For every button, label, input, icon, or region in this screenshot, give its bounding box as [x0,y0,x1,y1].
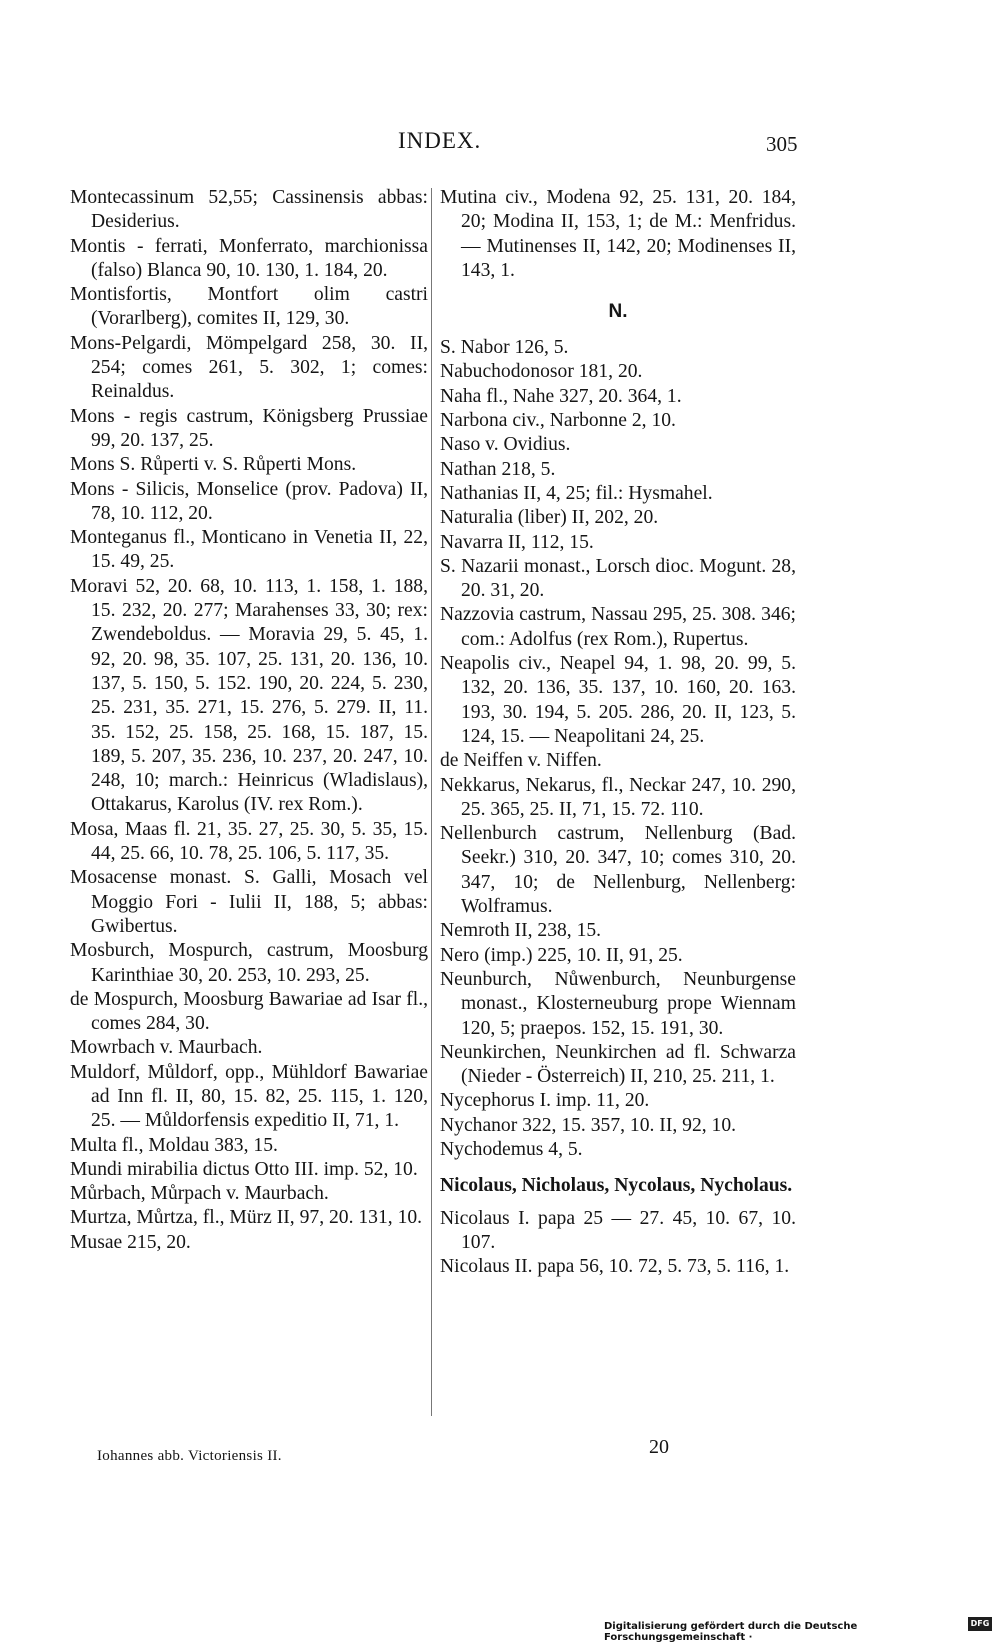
index-entry: Montis - ferrati, Monferrato, marchionissa (falso) Blanca 90, 10. 130, 1. 184, 20. [70,235,428,281]
index-entry: Mons - Silicis, Monselice (prov. Padova) II, 78, 10. 112, 20. [70,478,428,524]
index-entry: Mons-Pelgardi, Mömpelgard 258, 30. II, 254; comes 261, 5. 302, 1; comes: Reinaldus. [70,332,428,403]
index-entry: Multa fl., Moldau 383, 15. [70,1134,278,1156]
index-entry: Murtza, Můrtza, fl., Mürz II, 97, 20. 131, 10. [70,1207,423,1229]
index-entry: Narbona civ., Narbonne 2, 10. [440,410,676,432]
index-entry: Nazzovia castrum, Nassau 295, 25. 308. 346; com.: Adolfus (rex Rom.), Rupertus. [440,604,796,650]
index-entry: Mosa, Maas fl. 21, 35. 27, 25. 30, 5. 35, 15. 44, 25. 66, 10. 78, 25. 106, 5. 117, 35. [70,818,428,865]
index-entry: Mons - regis castrum, Königsberg Prussiae 99, 20. 137, 25. [70,405,428,451]
index-entry: Můrbach, Můrpach v. Maurbach. [70,1183,329,1205]
digitization-credit: Digitalisierung gefördert durch die Deutsche Forschungsgemeinschaft · [604,1621,858,1643]
index-entry: Naso v. Ovidius. [440,434,571,456]
index-entry: Mons S. Růperti v. S. Růperti Mons. [70,454,357,476]
index-entry: de Mospurch, Moosburg Bawariae ad Isar fl., comes 284, 30. [70,988,428,1035]
index-entry: Neunkirchen, Neunkirchen ad fl. Schwarza (Nieder - Österreich) II, 210, 25. 211, 1. [440,1041,796,1088]
column-divider [431,188,432,1416]
index-entry: Mundi mirabilia dictus Otto III. imp. 52, 10. [70,1158,418,1180]
index-entry: Naha fl., Nahe 327, 20. 364, 1. [440,385,682,407]
index-entry: Nero (imp.) 225, 10. II, 91, 25. [440,944,683,966]
index-entry: Nicolaus I. papa 25 — 27. 45, 10. 67, 10. 107. [440,1207,796,1253]
section-letter-heading: N. [608,301,628,323]
index-entry: S. Nabor 126, 5. [440,337,569,359]
footer-note: Iohannes abb. Victoriensis II. [97,1448,282,1464]
index-entry: Muldorf, Můldorf, opp., Mühldorf Bawariae ad Inn fl. II, 80, 15. 82, 25. 115, 1. 120, 25. — Můldorfensis expeditio II, 71, 1. [70,1061,428,1132]
index-entry: Neapolis civ., Neapel 94, 1. 98, 20. 99, 5. 132, 20. 136, 35. 137, 10. 160, 20. 163. 193, 30. 194, 5. 205. 286, 20. II, 123, 5. 124, 15. — Neapolitani 24, 25. [440,653,796,747]
index-entry: Nycephorus I. imp. 11, 20. [440,1090,650,1112]
index-entry: Nellenburch castrum, Nellenburg (Bad. Seekr.) 310, 20. 347, 10; comes 310, 20. 347, 10; de Nellenburg, Nellenberg: Wolframus. [440,823,796,918]
page-header-title: INDEX. [398,128,482,153]
index-entry: Nicolaus II. papa 56, 10. 72, 5. 73, 5. 116, 1. [440,1256,790,1278]
index-entry: Nychodemus 4, 5. [440,1138,583,1160]
index-entry: Nemroth II, 238, 15. [440,920,602,942]
bold-index-heading: Nicolaus, Nicholaus, Nycolaus, Nycholaus. [440,1175,793,1197]
index-entry: Nathanias II, 4, 25; fil.: Hysmahel. [440,482,713,504]
index-entry: Nathan 218, 5. [440,458,556,480]
index-entry: Mosacense monast. S. Galli, Mosach vel Moggio Fori - Iulii II, 188, 5; abbas: Gwibertus. [70,867,428,937]
index-entry: Naturalia (liber) II, 202, 20. [440,507,659,529]
index-entry: Nabuchodonosor 181, 20. [440,361,643,383]
index-entry: Musae 215, 20. [70,1231,191,1253]
right-index-column [440,186,796,1279]
index-entry: Neunburch, Nůwenburch, Neunburgense monast., Klosterneuburg prope Wiennam 120, 5; praepos. 152, 15. 191, 30. [440,968,796,1039]
index-entry: Mutina civ., Modena 92, 25. 131, 20. 184, 20; Modina II, 153, 1; de M.: Menfridus. — Mutinenses II, 142, 20; Modinenses II, 143, 1. [440,187,796,281]
index-entry: Nekkarus, Nekarus, fl., Neckar 247, 10. 290, 25. 365, 25. II, 71, 15. 72. 110. [440,774,796,820]
index-entry: Nychanor 322, 15. 357, 10. II, 92, 10. [440,1114,737,1136]
index-entry: Moravi 52, 20. 68, 10. 113, 1. 158, 1. 188, 15. 232, 20. 277; Marahenses 33, 30; rex: Zwendeboldus. — Moravia 29, 5. 45, 1. 92, 20. 98, 35. 107, 25. 131, 20. 136, 10. 137, 5. 150, 5. 152. 190, 20. 224, 5. 230, 25. 231, 35. 271, 15. 276, 5. 279. II, 11. 35. 152, 25. 158, 25. 168, 15. 187, 15. 189, 5. 207, 35. 236, 10. 237, 20. 247, 10. 248, 10; march.: Heinricus (Wladislaus), Ottakarus, Karolus (IV. rex Rom.). [70,575,428,816]
index-entry: de Neiffen v. Niffen. [440,750,602,772]
index-entry: Mosburch, Mospurch, castrum, Moosburg Karinthiae 30, 20. 253, 10. 293, 25. [70,940,428,986]
index-entry: S. Nazarii monast., Lorsch dioc. Mogunt. 28, 20. 31, 20. [440,555,796,602]
page-number: 305 [766,132,798,156]
running-head [0,128,1000,168]
index-entry: Mowrbach v. Maurbach. [70,1037,263,1059]
index-entry: Navarra II, 112, 15. [440,531,594,553]
index-entry: Montecassinum 52,55; Cassinensis abbas: Desiderius. [70,187,428,233]
signature-mark: 20 [649,1436,669,1458]
dfg-logo-icon: DFG [968,1617,992,1631]
index-entry: Montisfortis, Montfort olim castri (Vorarlberg), comites II, 129, 30. [70,284,428,330]
index-entry: Monteganus fl., Monticano in Venetia II, 22, 15. 49, 25. [70,527,428,573]
left-index-column [70,186,428,1255]
